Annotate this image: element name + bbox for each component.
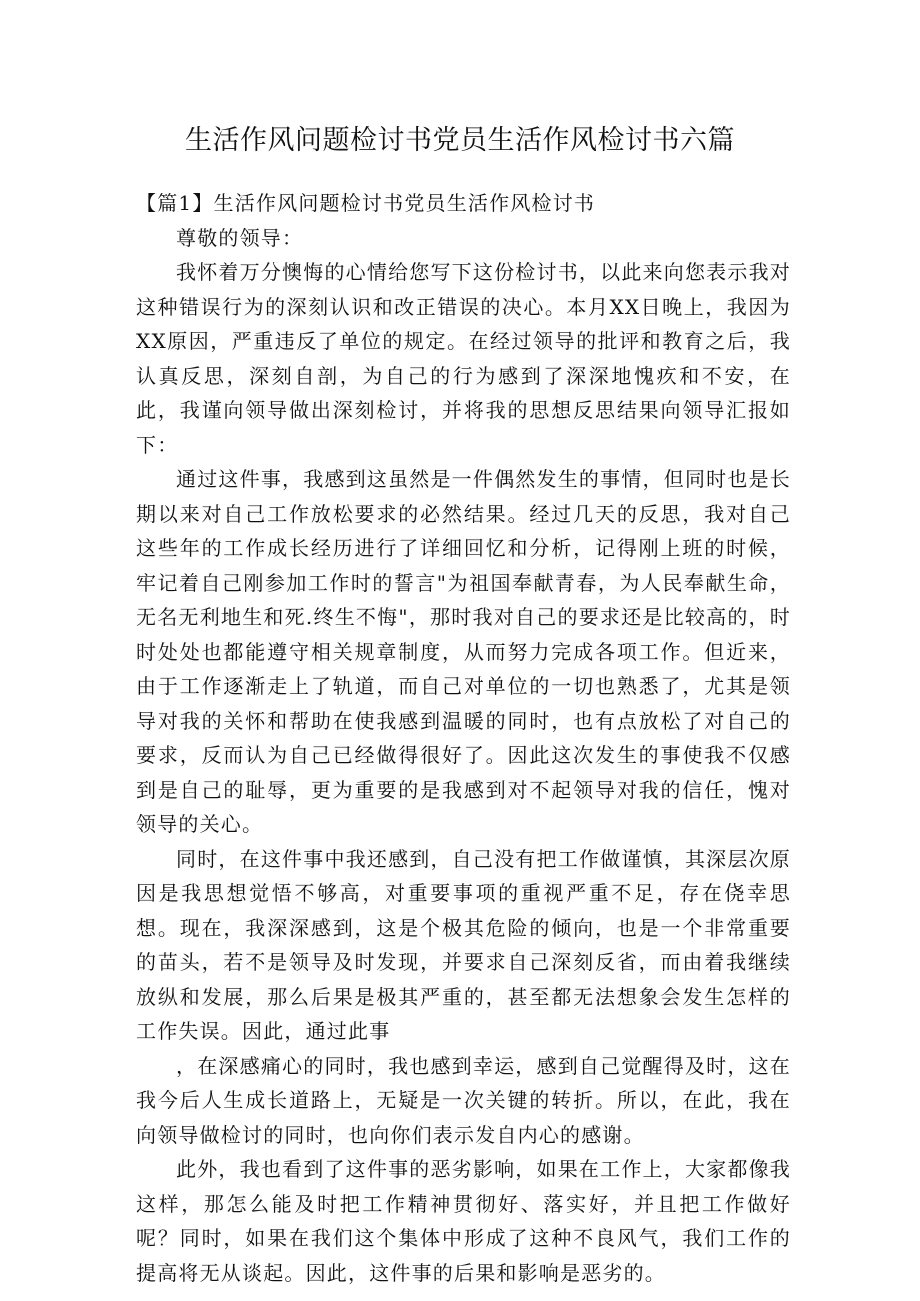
paragraph-2: 通过这件事，我感到这虽然是一件偶然发生的事情，但同时也是长期以来对自己工作放松要求的必然结果。经过几天的反思，我对自己这些年的工作成长经历进行了详细回忆和分析，记得刚上班的时候，牢记着自己刚参加工作时的誓言"为祖国奉献青春，为人民奉献生命，无名无利地生和死.终生不悔"，那时我对自己的要求还是比较高的，时时处处也都能遵守相关规章制度，从而努力完成各项工作。但近来，由于工作逐渐走上了轨道，而自己对单位的一切也熟悉了，尤其是领导对我的关怀和帮助在使我感到温暖的同时，也有点放松了对自己的要求，反而认为自己已经做得很好了。因此这次发生的事使我不仅感到是自己的耻辱，更为重要的是我感到对不起领导对我的信任，愧对领导的关心。 [136, 467, 791, 836]
document-body [136, 186, 791, 1290]
salutation: 尊敬的领导： [176, 225, 304, 250]
paragraph-1: 我怀着万分懊悔的心情给您写下这份检讨书，以此来向您表示我对这种错误行为的深刻认识和改正错误的决心。本月XX日晚上，我因为XX原因，严重违反了单位的规定。在经过领导的批评和教育之后，我认真反思，深刻自剖，为自己的行为感到了深深地愧疚和不安，在此，我谨向领导做出深刻检讨，并将我的思想反思结果向领导汇报如下： [136, 260, 791, 457]
document-title: 生活作风问题检讨书党员生活作风检讨书六篇 [185, 125, 735, 156]
paragraph-5: 此外，我也看到了这件事的恶劣影响，如果在工作上，大家都像我这样，那怎么能及时把工作精神贯彻好、落实好，并且把工作做好呢？同时，如果在我们这个集体中形成了这种不良风气，我们工作的提高将无从谈起。因此，这件事的后果和影响是恶劣的。 [136, 1157, 791, 1285]
paragraph-3: 同时，在这件事中我还感到，自己没有把工作做谨慎，其深层次原因是我思想觉悟不够高，对重要事项的重视严重不足，存在侥幸思想。现在，我深深感到，这是个极其危险的倾向，也是一个非常重要的苗头，若不是领导及时发现，并要求自己深刻反省，而由着我继续放纵和发展，那么后果是极其严重的，甚至都无法想象会发生怎样的工作失误。因此，通过此事 [136, 846, 791, 1043]
paragraph-4: ，在深感痛心的同时，我也感到幸运，感到自己觉醒得及时，这在我今后人生成长道路上，无疑是一次关键的转折。所以，在此，我在向领导做检讨的同时，也向你们表示发自内心的感谢。 [136, 1053, 791, 1147]
section-heading: 【篇1】生活作风问题检讨书党员生活作风检讨书 [136, 191, 596, 215]
